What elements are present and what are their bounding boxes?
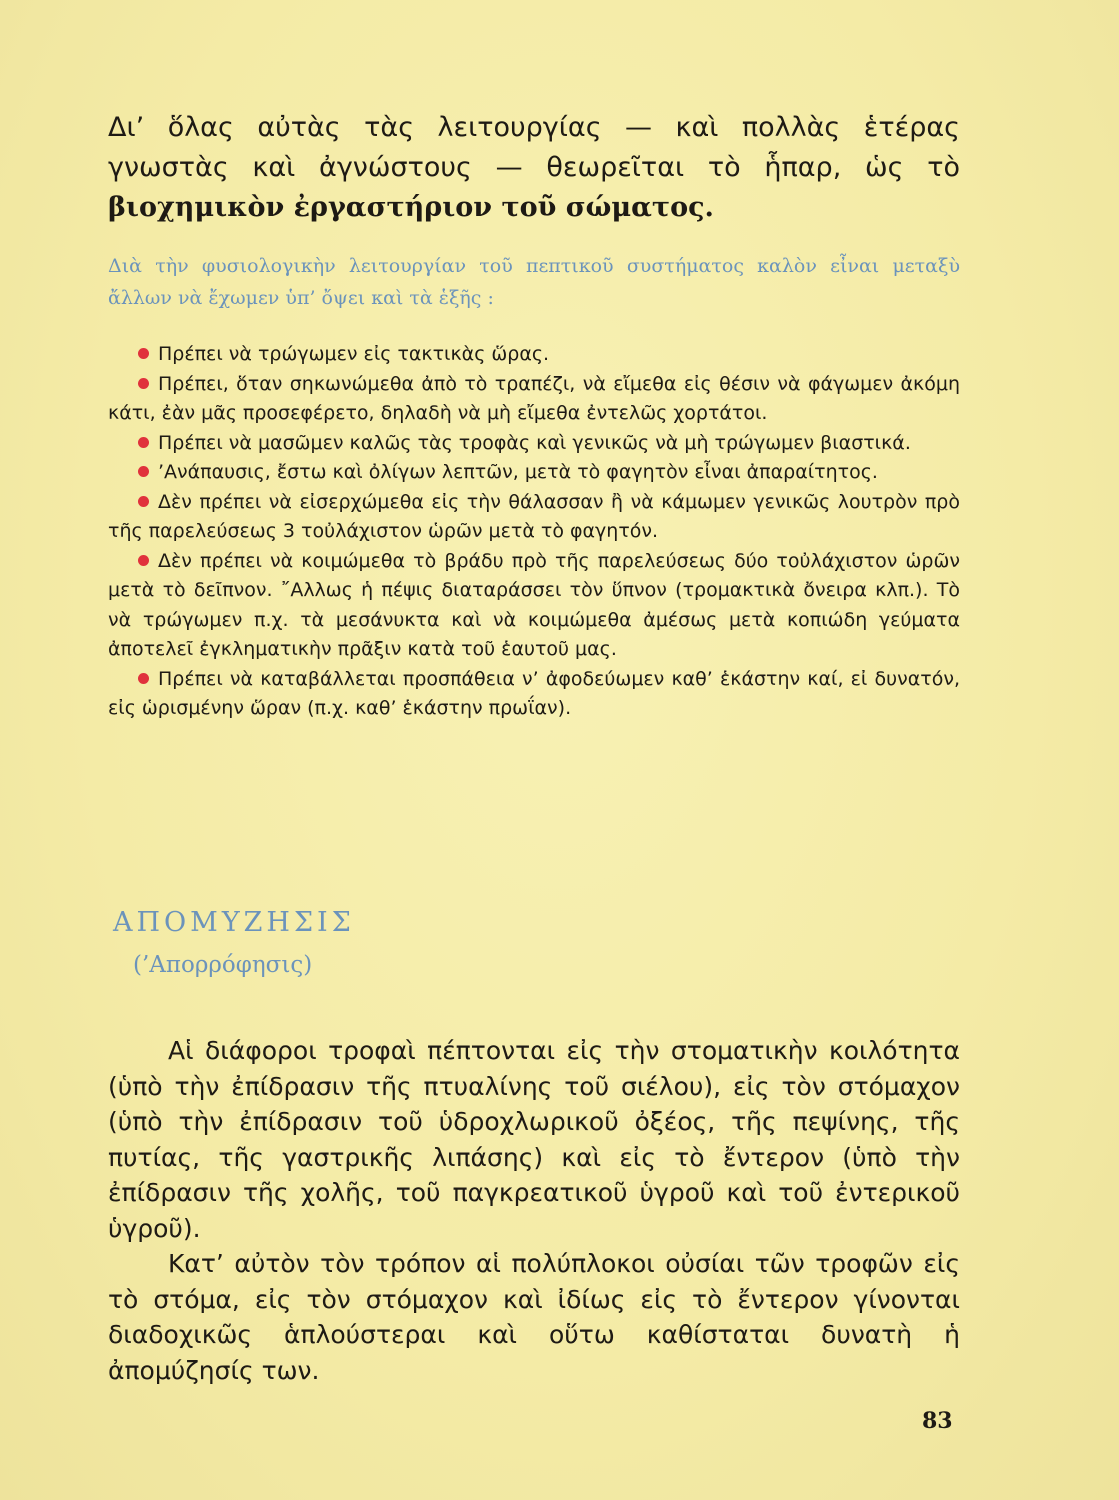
advice-item (108, 370, 960, 429)
advice-item (108, 665, 960, 724)
advice-text: Δὲν πρέπει νὰ εἰσερχώμεθα εἰς τὴν θάλασσαν ἢ νὰ κάμωμεν γενικῶς λουτρὸν πρὸ τῆς παρελεύσεως 3 τοὐλάχιστον ὡρῶν μετὰ τὸ φαγητόν. (108, 490, 960, 542)
advice-list (108, 340, 960, 724)
absorption-text (108, 1033, 960, 1388)
bullet-dot-icon (138, 496, 149, 507)
bullet-dot-icon (138, 378, 149, 389)
advice-text: Πρέπει, ὅταν σηκωνώμεθα ἀπὸ τὸ τραπέζι, νὰ εἴμεθα εἰς θέσιν νὰ φάγωμεν ἀκόμη κάτι, ἐὰν μᾶς προσεφέρετο, δηλαδὴ νὰ μὴ εἴμεθα ἐντελῶς χορτάτοι. (108, 372, 960, 424)
advice-item (108, 340, 960, 370)
advice-text: ’Ανάπαυσις, ἔστω καὶ ὀλίγων λεπτῶν, μετὰ τὸ φαγητὸν εἶναι ἀπαραίτητος. (158, 461, 878, 483)
section-title: ΑΠΟΜΥΖΗΣΙΣ (113, 907, 355, 938)
bullet-dot-icon (138, 555, 149, 566)
advice-text: Πρέπει νὰ καταβάλλεται προσπάθεια ν’ ἀφοδεύωμεν καθ’ ἑκάστην καί, εἰ δυνατόν, εἰς ὡρισμένην ὥραν (π.χ. καθ’ ἑκάστην πρωΐαν). (108, 667, 960, 719)
bullet-dot-icon (138, 466, 149, 477)
digestive-note: Διὰ τὴν φυσιολογικὴν λειτουργίαν τοῦ πεπτικοῦ συστήματος καλὸν εἶναι μεταξὺ ἄλλων νὰ ἔχωμεν ὑπ’ ὄψει καὶ τὰ ἑξῆς : (108, 255, 960, 309)
body-paragraph: Αἱ διάφοροι τροφαὶ πέπτονται εἰς τὴν στοματικὴν κοιλότητα (ὑπὸ τὴν ἐπίδρασιν τῆς πτυαλίνης τοῦ σιέλου), εἰς τὸν στόμαχον (ὑπὸ τὴν ἐπίδρασιν τοῦ ὑδροχλωρικοῦ ὀξέος, τῆς πεψίνης, τῆς πυτίας, τῆς γαστρικῆς λιπάσης) καὶ εἰς τὸ ἔντερον (ὑπὸ τὴν ἐπίδρασιν τῆς χολῆς, τοῦ παγκρεατικοῦ ὑγροῦ καὶ τοῦ ἐντερικοῦ ὑγροῦ). (108, 1036, 960, 1243)
section-subtitle: (’Απορρόφησις) (133, 952, 313, 978)
intro-bold-term: βιοχημικὸν ἐργαστήριον τοῦ σώματος. (108, 192, 714, 223)
bullet-dot-icon (138, 437, 149, 448)
advice-text: Πρέπει νὰ τρώγωμεν εἰς τακτικὰς ὥρας. (158, 343, 550, 365)
intro-paragraph (108, 108, 960, 228)
advice-text: Δὲν πρέπει νὰ κοιμώμεθα τὸ βράδυ πρὸ τῆς παρελεύσεως δύο τοὐλάχιστον ὡρῶν μετὰ τὸ δεῖπνον. ῎Αλλως ἡ πέψις διαταράσσει τὸν ὕπνον (τρομακτικὰ ὄνειρα κλπ.). Τὸ νὰ τρώγωμεν π.χ. τὰ μεσάνυκτα καὶ νὰ κοιμώμεθα ἀμέσως μετὰ κοπιώδη γεύματα ἀποτελεῖ ἐγκληματικὴν πρᾶξιν κατὰ τοῦ ἑαυτοῦ μας. (108, 549, 960, 660)
bullet-dot-icon (138, 348, 149, 359)
page-number: 83 (922, 1408, 953, 1434)
advice-item (108, 429, 960, 459)
bullet-dot-icon (138, 673, 149, 684)
advice-item (108, 547, 960, 665)
advice-item (108, 488, 960, 547)
advice-item (108, 458, 960, 488)
body-paragraph: Κατ’ αὐτὸν τὸν τρόπον αἱ πολύπλοκοι οὐσίαι τῶν τροφῶν εἰς τὸ στόμα, εἰς τὸν στόμαχον καὶ ἰδίως εἰς τὸ ἔντερον γίνονται διαδοχικῶς ἁπλούστεραι καὶ οὕτω καθίσταται δυνατὴ ἡ ἀπομύζησίς των. (108, 1249, 960, 1385)
advice-text: Πρέπει νὰ μασῶμεν καλῶς τὰς τροφὰς καὶ γενικῶς νὰ μὴ τρώγωμεν βιαστικά. (158, 431, 911, 454)
intro-text: Δι’ ὅλας αὐτὰς τὰς λειτουργίας — καὶ πολλὰς ἑτέρας γνωστὰς καὶ ἀγνώστους — θεωρεῖται τὸ ἧπαρ, ὡς τὸ (108, 112, 960, 183)
